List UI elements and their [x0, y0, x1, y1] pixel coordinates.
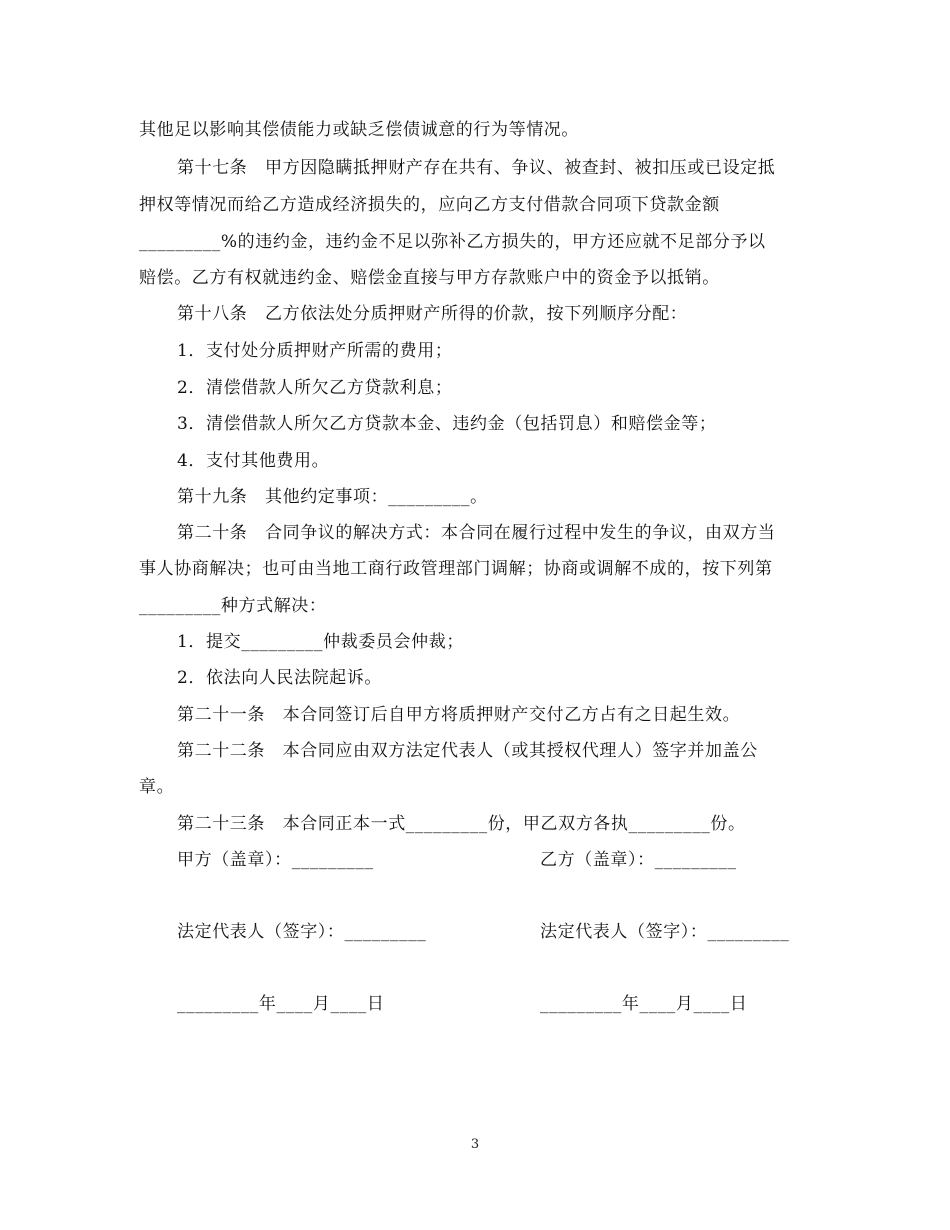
paragraph-line: 其他足以影响其偿债能力或缺乏偿债诚意的行为等情况。 — [139, 120, 579, 140]
party-b-date-field: _________年____月____日 — [540, 994, 748, 1014]
party-a-date-field: _________年____月____日 — [177, 994, 385, 1014]
article-19: 第十九条 其他约定事项：_________。 — [177, 487, 488, 507]
article-20-line-1: 第二十条 合同争议的解决方式：本合同在履行过程中发生的争议，由双方当 — [177, 523, 776, 543]
list-item: 2．清偿借款人所欠乙方贷款利息； — [177, 378, 453, 398]
party-b-seal-field: 乙方（盖章）：_________ — [540, 850, 737, 870]
page-number: 3 — [470, 1137, 480, 1152]
list-item: 1．支付处分质押财产所需的费用； — [177, 341, 453, 361]
article-18-heading: 第十八条 乙方依法处分质押财产所得的价款，按下列顺序分配： — [177, 304, 688, 324]
article-17-line-2: 押权等情况而给乙方造成经济损失的，应向乙方支付借款合同项下贷款金额 — [139, 195, 720, 215]
article-21: 第二十一条 本合同签订后自甲方将质押财产交付乙方占有之日起生效。 — [177, 705, 741, 725]
article-20-line-2: 事人协商解决；也可由当地工商行政管理部门调解；协商或调解不成的，按下列第 — [139, 559, 773, 579]
list-item: 2．依法向人民法院起诉。 — [177, 668, 383, 688]
article-23: 第二十三条 本合同正本一式_________份，甲乙双方各执_________份。 — [177, 814, 746, 834]
article-20-line-3: _________种方式解决： — [139, 596, 327, 616]
party-a-representative-field: 法定代表人（签字）：_________ — [177, 922, 427, 942]
article-22-line-1: 第二十二条 本合同应由双方法定代表人（或其授权代理人）签字并加盖公 — [177, 741, 758, 761]
article-17-line-4: 赔偿。乙方有权就违约金、赔偿金直接与甲方存款账户中的资金予以抵销。 — [139, 268, 720, 288]
list-item: 4．支付其他费用。 — [177, 451, 330, 471]
article-22-line-2: 章。 — [139, 777, 175, 797]
article-17-line-1: 第十七条 甲方因隐瞒抵押财产存在共有、争议、被查封、被扣压或已设定抵 — [177, 158, 776, 178]
article-17-line-3: _________%的违约金，违约金不足以弥补乙方损失的，甲方还应就不足部分予以 — [139, 232, 766, 252]
party-a-seal-field: 甲方（盖章）：_________ — [177, 850, 374, 870]
party-b-representative-field: 法定代表人（签字）：_________ — [540, 922, 790, 942]
list-item: 1．提交_________仲裁委员会仲裁； — [177, 632, 464, 652]
list-item: 3．清偿借款人所欠乙方贷款本金、违约金（包括罚息）和赔偿金等； — [177, 414, 717, 434]
